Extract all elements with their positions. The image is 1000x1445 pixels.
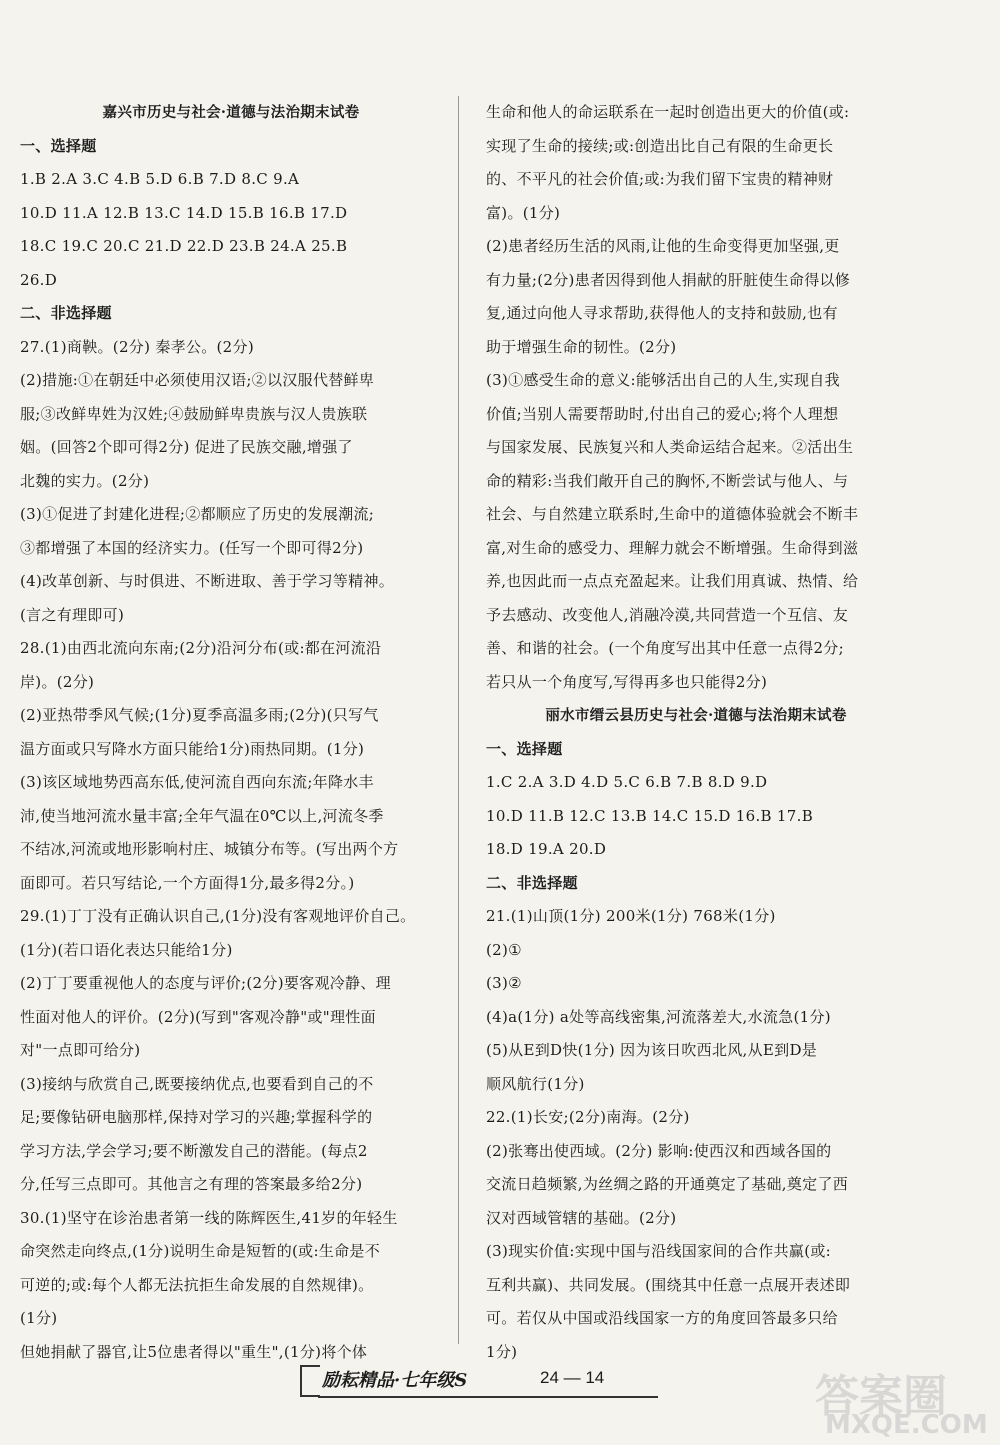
answer-line: 21.(1)山顶(1分) 200米(1分) 768米(1分) bbox=[486, 907, 776, 925]
answer-line: (3)①感受生命的意义:能够活出自己的人生,实现自我 bbox=[486, 371, 840, 389]
answer-line: (3)② bbox=[486, 974, 522, 992]
answer-line: 与国家发展、民族复兴和人类命运结合起来。②活出生 bbox=[486, 438, 854, 456]
answer-line: 温方面或只写降水方面只能给1分)雨热同期。(1分) bbox=[20, 739, 365, 758]
answer-line: 价值;当别人需要帮助时,付出自己的爱心;将个人理想 bbox=[486, 404, 839, 423]
answer-line: 复,通过向他人寻求帮助,获得他人的支持和鼓励,也有 bbox=[486, 304, 838, 322]
answer-line: 助于增强生命的韧性。(2分) bbox=[486, 337, 677, 356]
answer-line: 命的精彩:当我们敞开自己的胸怀,不断尝试与他人、与 bbox=[486, 471, 849, 490]
answer-line: (4)改革创新、与时俱进、不断进取、善于学习等精神。 bbox=[20, 572, 395, 590]
answer-line: 性面对他人的评价。(2分)(写到"客观冷静"或"理性面 bbox=[20, 1007, 376, 1026]
answer-line: 18.C 19.C 20.C 21.D 22.D 23.B 24.A 25.B bbox=[20, 237, 348, 255]
answer-line: ③都增强了本国的经济实力。(任写一个即可得2分) bbox=[20, 538, 364, 557]
right-column bbox=[486, 96, 906, 1369]
answer-line: 若只从一个角度写,写得再多也只能得2分) bbox=[486, 672, 768, 691]
answer-line: (3)接纳与欣赏自己,既要接纳优点,也要看到自己的不 bbox=[20, 1074, 374, 1093]
book-title: 励耘精品·七年级S bbox=[322, 1370, 468, 1391]
answer-line: 的、不平凡的社会价值;或:为我们留下宝贵的精神财 bbox=[486, 170, 834, 188]
answer-line: 1.C 2.A 3.D 4.D 5.C 6.B 7.B 8.D 9.D bbox=[486, 773, 768, 791]
section-heading: 二、非选择题 bbox=[486, 873, 578, 892]
answer-line: 可。若仅从中国或沿线国家一方的角度回答最多只给 bbox=[486, 1309, 838, 1327]
answer-line: (3)①促进了封建化进程;②都顺应了历史的发展潮流; bbox=[20, 505, 375, 523]
column-divider bbox=[458, 96, 459, 1344]
answer-line: 生命和他人的命运联系在一起时创造出更大的价值(或: bbox=[486, 103, 850, 121]
answer-line: 姻。(回答2个即可得2分) 促进了民族交融,增强了 bbox=[20, 438, 353, 456]
answer-line: 命突然走向终点,(1分)说明生命是短暂的(或:生命是不 bbox=[20, 1242, 381, 1260]
answer-line: 面即可。若只写结论,一个方面得1分,最多得2分。) bbox=[20, 873, 355, 892]
section-heading: 一、选择题 bbox=[486, 739, 563, 758]
answer-line: 社会、与自然建立联系时,生命中的道德体验就会不断丰 bbox=[486, 505, 859, 523]
page-footer bbox=[300, 1362, 660, 1398]
answer-line: (言之有理即可) bbox=[20, 605, 125, 624]
answer-line: 实现了生命的接续;或:创造出比自己有限的生命更长 bbox=[486, 136, 834, 155]
answer-line: 互利共赢)、共同发展。(围绕其中任意一点展开表述即 bbox=[486, 1275, 851, 1294]
left-column bbox=[20, 96, 442, 1369]
exam-title: 丽水市缙云县历史与社会·道德与法治期末试卷 bbox=[545, 707, 847, 724]
answer-line: 30.(1)坚守在诊治患者第一线的陈辉医生,41岁的年轻生 bbox=[20, 1208, 398, 1227]
footer-rule bbox=[318, 1396, 658, 1398]
answer-line: 养,也因此而一点点充盈起来。让我们用真诚、热情、给 bbox=[486, 572, 859, 590]
answer-line: (1分) bbox=[20, 1309, 58, 1327]
answer-line: 28.(1)由西北流向东南;(2分)沿河分布(或:都在河流沿 bbox=[20, 639, 382, 657]
answer-line: 分,任写三点即可。其他言之有理的答案最多给2分) bbox=[20, 1175, 363, 1193]
answer-line: 10.D 11.B 12.C 13.B 14.C 15.D 16.B 17.B bbox=[486, 806, 814, 825]
answer-line: 22.(1)长安;(2分)南海。(2分) bbox=[486, 1108, 690, 1126]
answer-line: (3)该区域地势西高东低,使河流自西向东流;年降水丰 bbox=[20, 773, 374, 791]
answer-line: 29.(1)丁丁没有正确认识自己,(1分)没有客观地评价自己。 bbox=[20, 907, 416, 925]
answer-line: 27.(1)商鞅。(2分) 秦孝公。(2分) bbox=[20, 337, 254, 356]
answer-line: 富)。(1分) bbox=[486, 203, 561, 222]
answer-line: 不结冰,河流或地形影响村庄、城镇分布等。(写出两个方 bbox=[20, 840, 399, 858]
answer-line: 善、和谐的社会。(一个角度写出其中任意一点得2分; bbox=[486, 639, 844, 657]
answer-line: 1分) bbox=[486, 1342, 518, 1361]
answer-line: (5)从E到D快(1分) 因为该日吹西北风,从E到D是 bbox=[486, 1041, 818, 1059]
answer-line: 交流日趋频繁,为丝绸之路的开通奠定了基础,奠定了西 bbox=[486, 1175, 849, 1193]
answer-line: (2)患者经历生活的风雨,让他的生命变得更加坚强,更 bbox=[486, 237, 840, 255]
answer-line: 有力量;(2分)患者因得到他人捐献的肝脏使生命得以修 bbox=[486, 270, 851, 289]
answer-line: (2)措施:①在朝廷中必须使用汉语;②以汉服代替鲜卑 bbox=[20, 371, 375, 389]
answer-line: (2)丁丁要重视他人的态度与评价;(2分)要客观冷静、理 bbox=[20, 974, 391, 992]
answer-line: (3)现实价值:实现中国与沿线国家间的合作共赢(或: bbox=[486, 1242, 832, 1260]
answer-line: 可逆的;或:每个人都无法抗拒生命发展的自然规律)。 bbox=[20, 1275, 374, 1294]
answer-line: (2)① bbox=[486, 940, 522, 959]
answer-line: 富,对生命的感受力、理解力就会不断增强。生命得到滋 bbox=[486, 538, 859, 557]
answer-line: 但她捐献了器官,让5位患者得以"重生",(1分)将个体 bbox=[20, 1342, 368, 1361]
watermark-text: 答案圈 bbox=[815, 1371, 947, 1422]
footer-bracket bbox=[300, 1365, 320, 1397]
answer-line: 沛,使当地河流水量丰富;全年气温在0℃以上,河流冬季 bbox=[20, 806, 384, 825]
answer-line: 岸)。(2分) bbox=[20, 672, 95, 691]
answer-line: 北魏的实力。(2分) bbox=[20, 471, 150, 490]
answer-line: (2)亚热带季风气候;(1分)夏季高温多雨;(2分)(只写气 bbox=[20, 706, 379, 724]
answer-line: 1.B 2.A 3.C 4.B 5.D 6.B 7.D 8.C 9.A bbox=[20, 170, 300, 188]
section-heading: 一、选择题 bbox=[20, 136, 97, 155]
answer-line: (2)张骞出使西域。(2分) 影响:使西汉和西域各国的 bbox=[486, 1141, 832, 1160]
answer-line: 顺风航行(1分) bbox=[486, 1074, 585, 1093]
answer-line: 对"一点即可给分) bbox=[20, 1041, 141, 1059]
watermark-url: MXQE.COM bbox=[825, 1410, 988, 1440]
answer-line: 26.D bbox=[20, 270, 58, 289]
exam-title: 嘉兴市历史与社会·道德与法治期末试卷 bbox=[102, 104, 360, 121]
answer-line: 予去感动、改变他人,消融冷漠,共同营造一个互信、友 bbox=[486, 605, 849, 624]
answer-line: 服;③改鲜卑姓为汉姓;④鼓励鲜卑贵族与汉人贵族联 bbox=[20, 404, 368, 423]
answer-line: 18.D 19.A 20.D bbox=[486, 840, 607, 858]
answer-line: (1分)(若口语化表达只能给1分) bbox=[20, 940, 233, 959]
page-number: 24 — 14 bbox=[540, 1368, 605, 1387]
answer-line: (4)a(1分) a处等高线密集,河流落差大,水流急(1分) bbox=[486, 1007, 831, 1026]
answer-line: 足;要像钻研电脑那样,保持对学习的兴趣;掌握科学的 bbox=[20, 1108, 373, 1126]
section-heading: 二、非选择题 bbox=[20, 304, 112, 322]
answer-line: 10.D 11.A 12.B 13.C 14.D 15.B 16.B 17.D bbox=[20, 203, 348, 222]
answer-line: 学习方法,学会学习;要不断激发自己的潜能。(每点2 bbox=[20, 1141, 368, 1160]
watermark-logo bbox=[815, 1360, 990, 1440]
answer-line: 汉对西域管辖的基础。(2分) bbox=[486, 1208, 677, 1227]
